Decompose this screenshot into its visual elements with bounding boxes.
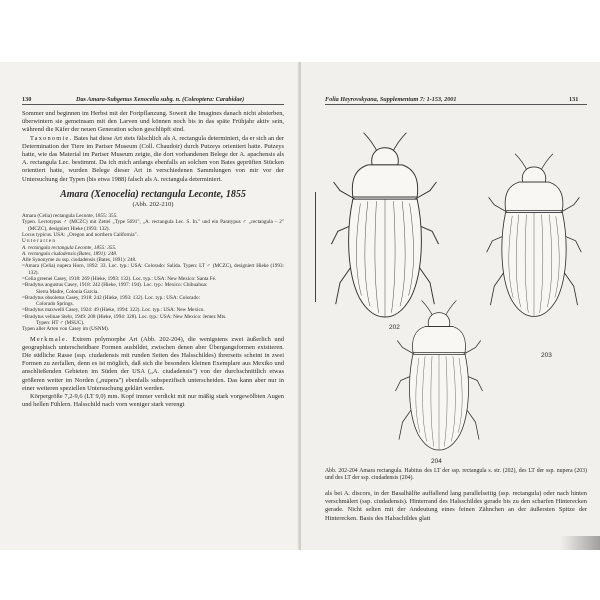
left-page xyxy=(0,62,299,550)
taxonomy-text: Bates hat diese Art stets fälschlich als A. rectangula determiniert, da er sich an der Determination der Tiere im Pariser Museum (Coll. Chaudoir) durch Putzeys orientiert hatte. Putzeys hatte, wie das Material im Pariser Museum zeigte, die dort vorhandenen Belege der A. apachensis als A. rectangula Lec. bestimmt. Da ich mich anfangs ebenfalls an solchen von Bates geprüften Stücken orientiert hatte, wurden Belege dieser Art in verschiedenen Sammlungen von mir vor der Untersuchung der Typen (bis etwa 1988) falsch als A. rectangula determiniert. xyxy=(22,134,284,183)
figure-label-203: 203 xyxy=(541,352,552,359)
scale-bar xyxy=(315,192,316,302)
synonymy-line: Locus typicus. USA: „Oregon and northern California". xyxy=(22,231,138,238)
figure-caption: Abb. 202-204 Amara rectangula. Habitus des LT der ssp. rectangula s. str. (202), des LT der ssp. nupera (203) und des LT der ssp. ciudadensis (204). xyxy=(325,468,587,482)
beetle-figure-203 xyxy=(481,144,587,330)
synonymy-line: A. rectangula rectangula Leconte, 1855: 355. xyxy=(22,244,117,251)
taxonomy-label: Taxonomie. xyxy=(30,134,73,142)
right-body-text: als bei A. discors, in der Basalhälfte auffallend lang parallelseitig (ssp. rectangula) oder nach hinten verschmälert (ssp. ciudadensis). Hinterrand des Halsschildes gerade bis zu den scharfen Hinterecken gerade. Nicht selten mit der Andeutung eines feinen Zähnchen an der äußersten Spitze der Hinterecken. Basis des Halsschildes glatt xyxy=(325,490,587,522)
synonymy-line: =Bradytus maxwelli Casey, 1924: 49 (Hieke, 1994: 322). Loc. typ.: USA: New Mexico. xyxy=(22,307,205,314)
header-rule xyxy=(22,104,284,105)
synonymy-line: =Bradytus velinae Stehr, 1949: 208 (Hieke, 1994: 328). Loc. typ.: USA: New Mexico: Jemez Mts. xyxy=(22,313,227,320)
book-spread xyxy=(0,62,600,550)
left-page-number: 130 xyxy=(22,96,32,103)
merkmale-label: Merkmale. xyxy=(30,335,69,343)
right-running-head: Folia Heyrovskyana, Supplementum 7: 1-153, 2001 xyxy=(325,96,457,103)
synonymy-line: Typen. Lectotypus ♂ (MCZC) mit Zettel „Type 5691", „A. rectangula Lec. S. In." und ein Paratypus ♂ „rectangula – 2" (MCZC), designiert Hieke (1993: 132). xyxy=(22,219,284,232)
synonymy-line: Amara (Celia) rectangula Leconte, 1855: 355. xyxy=(22,213,118,220)
synonymy-line: =Celia greenei Casey, 1918: 269 (Hieke, 1993: 132). Loc. typ.: USA: New Mexico: Santa Fé. xyxy=(22,276,217,282)
left-body xyxy=(22,110,284,410)
synonymy-line: Typen aller Arten von Casey im (USNM). xyxy=(22,326,110,333)
figure-label-204: 204 xyxy=(431,458,442,465)
synonymy-line: =Amara (Celia) nupera Horn, 1892: 33. Loc. typ.: USA: Colorado: Salida. Typen: LT ♂ (MCZC), designiert Hieke (1993: 132). xyxy=(22,263,284,276)
merkmale-paragraph xyxy=(22,336,284,393)
thumb-shadow xyxy=(560,536,600,550)
synonymy-line: Alle Synonyme zu ssp. ciudadensis (Bates, 1891): 248. xyxy=(22,257,137,264)
synonymy-list xyxy=(22,213,284,333)
synonymy-line: Colorado Springs. xyxy=(36,301,74,308)
synonymy-line: Unterarten xyxy=(22,238,57,245)
intro-paragraph: Sommer und beginnen im Herbst mit der Fortpflanzung. Soweit die Imagines danach nicht absterben, überwintern sie gemeinsam mit den Larven und können noch bis in das späte Frühjahr aktiv sein, während die Käfer der neuen Generation schon geschlüpft sind. xyxy=(22,110,284,134)
body-paragraph: Körpergröße 7,2-9,6 (LT 9,0) mm. Kopf immer verdickt mit nur mäßig stark vorgewölbten Augen und hellen Fühlern. Halsschild nach vorn weniger stark verengt xyxy=(22,393,284,409)
synonymy-line: A. rectangula ciudadensis (Bates, 1891): 248. xyxy=(22,250,118,257)
species-heading: Amara (Xenocelia) rectangula Leconte, 1855 xyxy=(60,188,246,200)
left-running-head: Das Amara-Subgenus Xenocelia subg. n. (Coleoptera: Carabidae) xyxy=(76,96,245,103)
figure-label-202: 202 xyxy=(389,324,400,331)
merkmale-text: Extrem polymorphe Art (Abb. 202-204), die wenigstens zwei äußerlich und geographisch unterscheidbare Formen ausbildet, zwischen denen aber Übergangsformen existieren. Die südliche Rasse (ssp. ciudadensis mit runden Seiten des Halsschildes) ihrerseits scheint in zwei Formen zu zerfallen, denn es ist möglich, daß sich die besonders kleinen Exemplare aus Mexiko und anschließenden Gebieten im Süden der USA („A. ciudadensis") von der durchschnittlich etwas größeren weiter im Norden („nupera") ebenfalls subspezifisch unterscheiden. Das kann aber nur in einer weiteren speziellen Untersuchung geklärt werden. xyxy=(22,335,284,392)
taxonomy-paragraph xyxy=(22,135,284,184)
synonymy-line: Typen: HT ♂ (MSUC). xyxy=(36,320,85,327)
right-page xyxy=(301,62,600,550)
figure-reference: (Abb. 202-210) xyxy=(132,200,174,208)
synonymy-line: =Bradytus obsoletus Casey, 1918: 242 (Hieke, 1993: 132). Loc. typ.: USA: Colorado: xyxy=(22,294,201,301)
synonymy-line: Sierra Madre, Colonia Garcia. xyxy=(36,288,99,295)
right-page-number: 131 xyxy=(569,96,579,103)
beetle-figure-204 xyxy=(389,297,489,457)
header-rule-right xyxy=(325,104,587,105)
synonymy-line: =Bradytus angustus Casey, 1918: 242 (Hieke, 1997: 194). Loc. typ.: Mexico: Chihuahua: xyxy=(22,282,208,289)
